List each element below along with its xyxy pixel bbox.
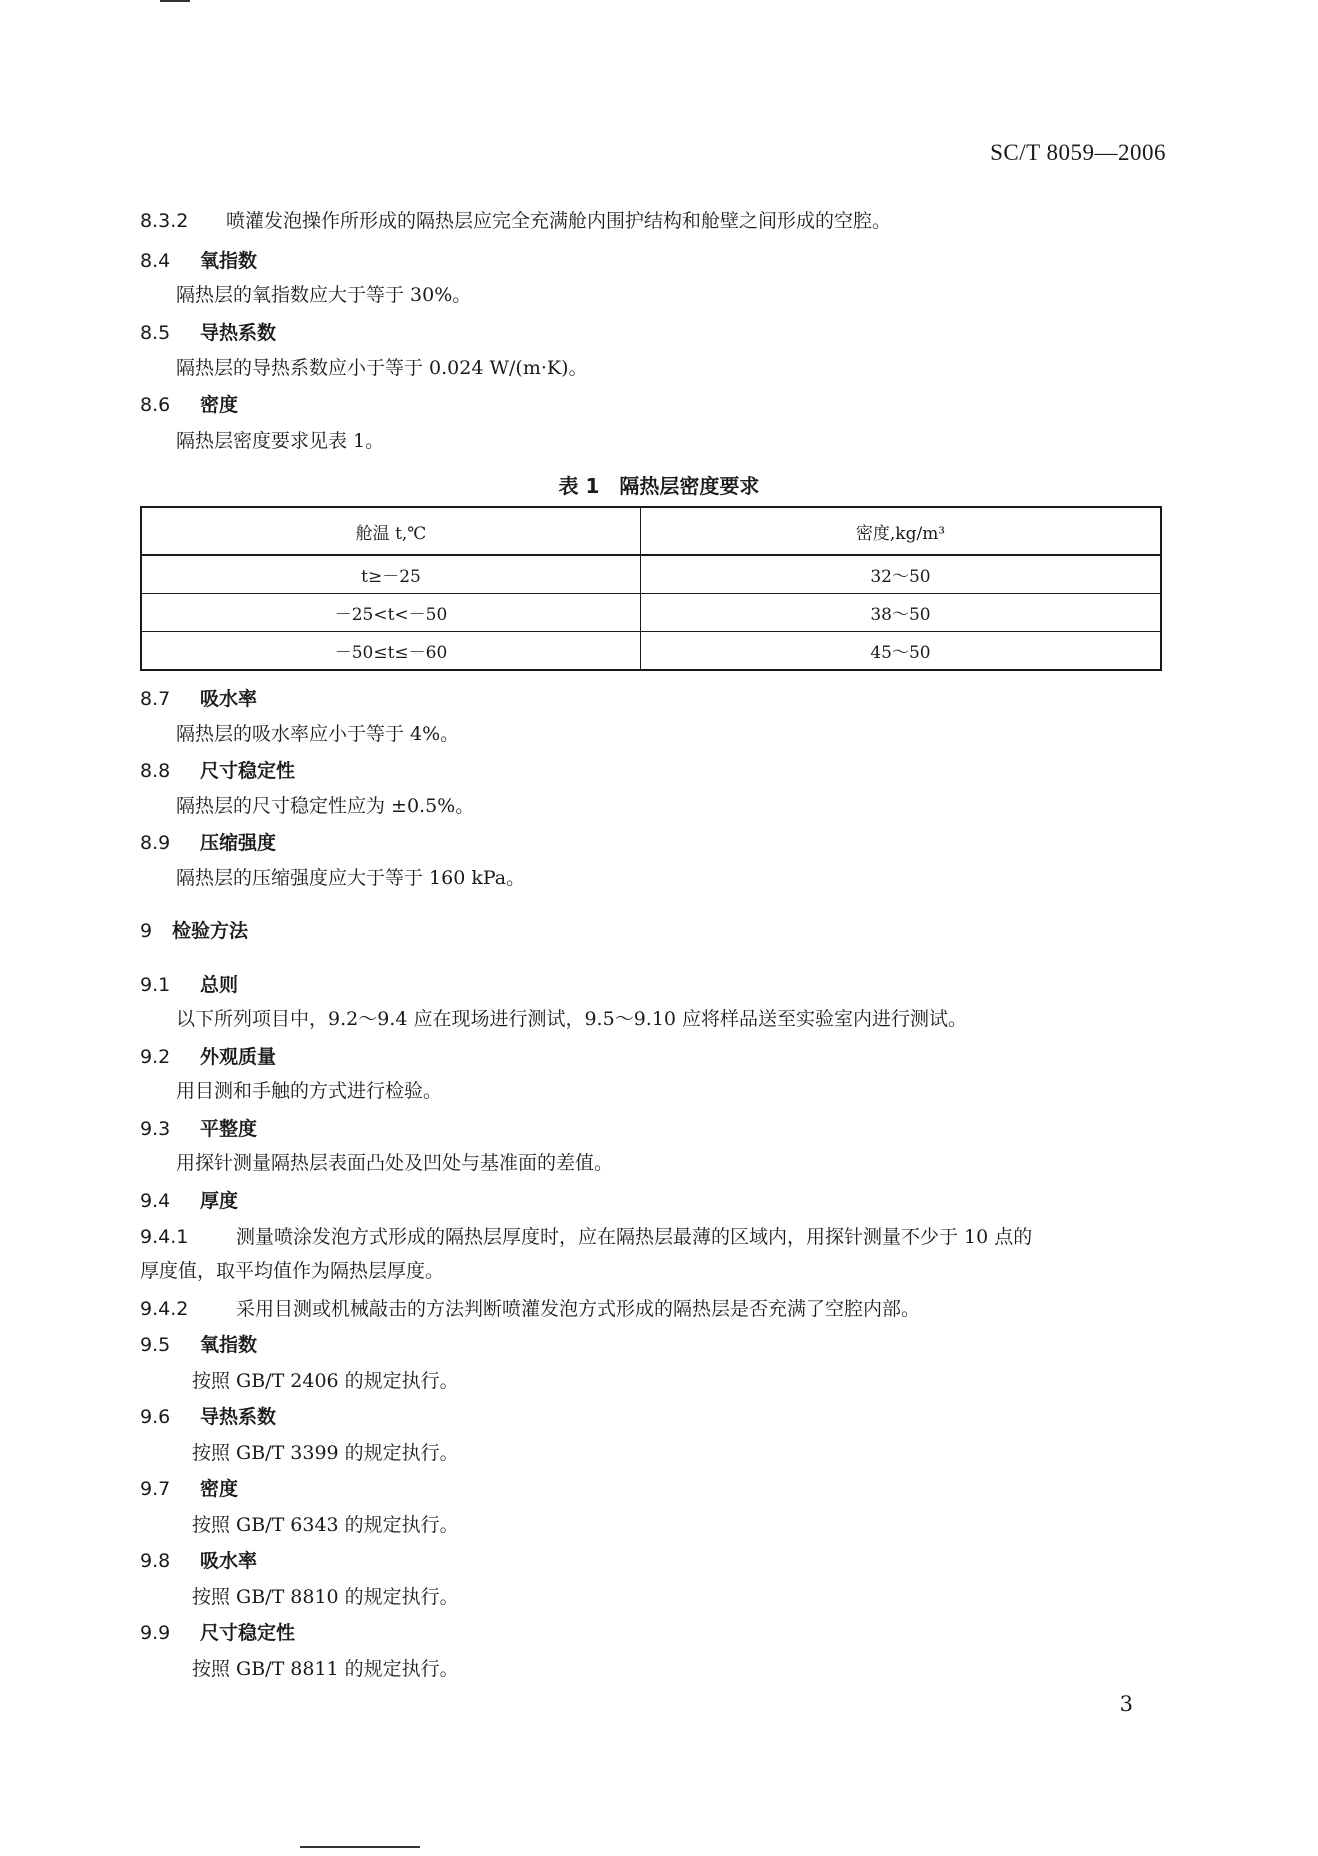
clause-title: 氧指数 xyxy=(200,250,258,272)
clause-9-3-heading xyxy=(140,1116,257,1142)
clause-8-5-body: 隔热层的导热系数应小于等于 0.024 W/(m·K)。 xyxy=(176,357,588,379)
clause-8-8-body: 隔热层的尺寸稳定性应为 ±0.5%。 xyxy=(176,795,475,817)
clause-9-7-heading xyxy=(140,1476,238,1502)
clause-number: 8.4 xyxy=(140,250,171,272)
clause-title: 密度 xyxy=(200,394,239,416)
clause-9-6-body: 按照 GB/T 3399 的规定执行。 xyxy=(192,1442,459,1464)
clause-title: 厚度 xyxy=(200,1190,239,1212)
cell-temperature: t≥－25 xyxy=(141,555,641,594)
clause-8-3-2 xyxy=(140,208,891,234)
cell-density: 32～50 xyxy=(641,555,1162,594)
clause-number: 9.6 xyxy=(140,1406,171,1428)
clause-9-4-2 xyxy=(140,1296,920,1322)
clause-9-5-body: 按照 GB/T 2406 的规定执行。 xyxy=(192,1370,459,1392)
clause-9-4-1 xyxy=(140,1224,1032,1250)
cell-density: 45～50 xyxy=(641,632,1162,671)
clause-number: 8.7 xyxy=(140,688,171,710)
clause-number: 8.9 xyxy=(140,832,171,854)
clause-number: 9.1 xyxy=(140,974,171,996)
clause-title: 导热系数 xyxy=(200,322,277,344)
clause-text: 喷灌发泡操作所形成的隔热层应完全充满舱内围护结构和舱壁之间形成的空腔。 xyxy=(226,210,892,232)
clause-9-8-body: 按照 GB/T 8810 的规定执行。 xyxy=(192,1586,459,1608)
clause-8-7-heading xyxy=(140,686,257,712)
clause-9-5-heading xyxy=(140,1332,257,1358)
clause-number: 9.5 xyxy=(140,1334,171,1356)
clause-8-9-body: 隔热层的压缩强度应大于等于 160 kPa。 xyxy=(176,867,526,889)
cell-temperature: －25<t<－50 xyxy=(141,594,641,632)
clause-9-3-body: 用探针测量隔热层表面凸处及凹处与基准面的差值。 xyxy=(176,1152,614,1174)
clause-number: 9.4.2 xyxy=(140,1298,189,1320)
clause-8-4-body: 隔热层的氧指数应大于等于 30%。 xyxy=(176,284,472,306)
density-table xyxy=(140,506,1162,671)
clause-number: 9.2 xyxy=(140,1046,171,1068)
clause-title: 平整度 xyxy=(200,1118,258,1140)
clause-9-1-heading xyxy=(140,972,238,998)
clause-9-2-heading xyxy=(140,1044,276,1070)
table-header-row xyxy=(141,507,1161,555)
clause-number: 9.7 xyxy=(140,1478,171,1500)
clause-text: 采用目测或机械敲击的方法判断喷灌发泡方式形成的隔热层是否充满了空腔内部。 xyxy=(236,1298,921,1320)
clause-8-9-heading xyxy=(140,830,276,856)
clause-8-5-heading xyxy=(140,320,276,346)
chapter-number: 9 xyxy=(140,920,153,942)
document-code: SC/T 8059—2006 xyxy=(990,140,1166,165)
scan-mark xyxy=(300,1846,420,1848)
clause-number: 8.6 xyxy=(140,394,171,416)
clause-title: 尺寸稳定性 xyxy=(200,1622,296,1644)
clause-number: 9.3 xyxy=(140,1118,171,1140)
clause-9-8-heading xyxy=(140,1548,257,1574)
chapter-9-heading xyxy=(140,918,248,944)
clause-title: 吸水率 xyxy=(200,688,258,710)
clause-number: 8.8 xyxy=(140,760,171,782)
clause-9-7-body: 按照 GB/T 6343 的规定执行。 xyxy=(192,1514,459,1536)
clause-8-4-heading xyxy=(140,248,257,274)
clause-8-8-heading xyxy=(140,758,295,784)
clause-number: 8.5 xyxy=(140,322,171,344)
clause-9-9-body: 按照 GB/T 8811 的规定执行。 xyxy=(192,1658,459,1680)
clause-number: 9.4.1 xyxy=(140,1226,189,1248)
clause-title: 总则 xyxy=(200,974,239,996)
clause-title: 压缩强度 xyxy=(200,832,277,854)
clause-9-6-heading xyxy=(140,1404,276,1430)
cell-density: 38～50 xyxy=(641,594,1162,632)
header-cell-density: 密度,kg/m³ xyxy=(641,507,1162,555)
cell-temperature: －50≤t≤－60 xyxy=(141,632,641,671)
clause-number: 9.8 xyxy=(140,1550,171,1572)
clause-number: 9.4 xyxy=(140,1190,171,1212)
clause-9-9-heading xyxy=(140,1620,295,1646)
page-number: 3 xyxy=(1119,1692,1133,1716)
clause-title: 导热系数 xyxy=(200,1406,277,1428)
clause-title: 氧指数 xyxy=(200,1334,258,1356)
clause-9-2-body: 用目测和手触的方式进行检验。 xyxy=(176,1080,443,1102)
clause-8-6-body: 隔热层密度要求见表 1。 xyxy=(176,430,385,452)
clause-8-7-body: 隔热层的吸水率应小于等于 4%。 xyxy=(176,723,460,745)
table-caption: 表 1 隔热层密度要求 xyxy=(558,474,760,498)
clause-number: 8.3.2 xyxy=(140,210,189,232)
header-cell-temperature: 舱温 t,℃ xyxy=(141,507,641,555)
clause-9-4-1-continued: 厚度值，取平均值作为隔热层厚度。 xyxy=(140,1260,445,1282)
clause-8-6-heading xyxy=(140,392,238,418)
table-row xyxy=(141,594,1161,632)
chapter-title: 检验方法 xyxy=(172,920,249,942)
table-row xyxy=(141,632,1161,671)
clause-title: 密度 xyxy=(200,1478,239,1500)
clause-number: 9.9 xyxy=(140,1622,171,1644)
table-row xyxy=(141,555,1161,594)
clause-title: 吸水率 xyxy=(200,1550,258,1572)
clause-9-4-heading xyxy=(140,1188,238,1214)
clause-title: 外观质量 xyxy=(200,1046,277,1068)
clause-text: 测量喷涂发泡方式形成的隔热层厚度时，应在隔热层最薄的区域内，用探针测量不少于 10 点的 xyxy=(236,1226,1033,1248)
scan-mark xyxy=(160,0,190,2)
clause-9-1-body: 以下所列项目中，9.2～9.4 应在现场进行测试，9.5～9.10 应将样品送至实验室内进行测试。 xyxy=(176,1008,968,1030)
clause-title: 尺寸稳定性 xyxy=(200,760,296,782)
